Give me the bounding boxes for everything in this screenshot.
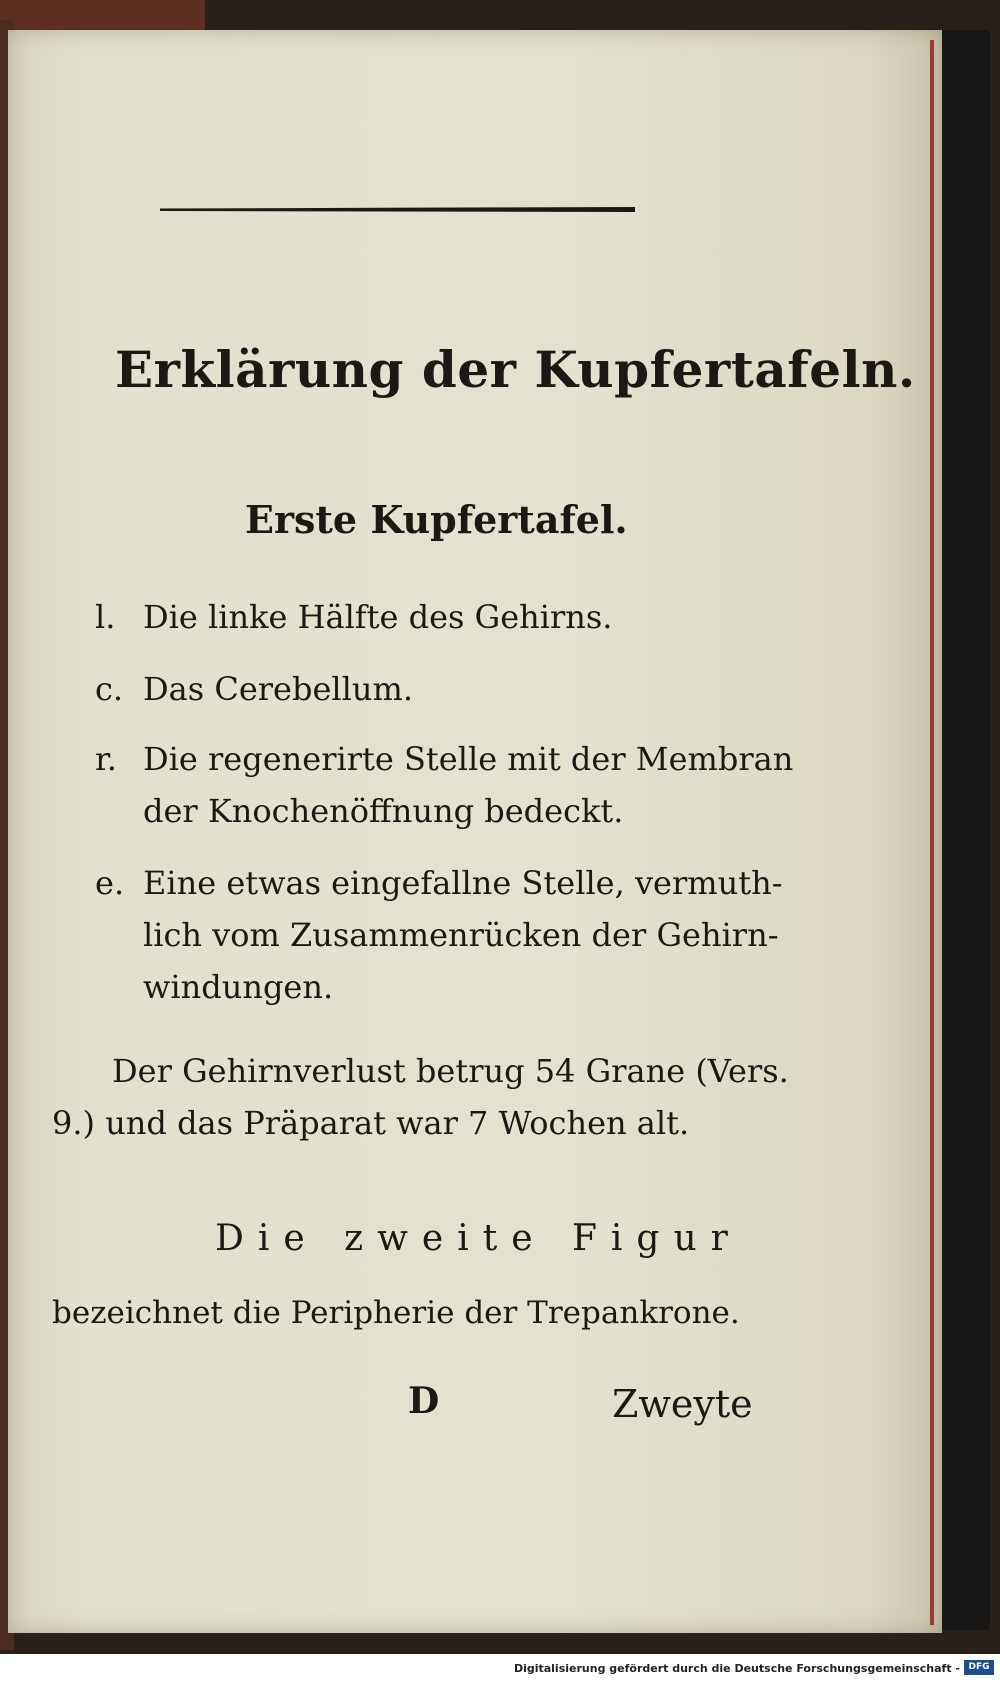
legend-text-continued: der Knochenöffnung bedeckt. [143, 792, 624, 830]
legend-text-continued: lich vom Zusammenrücken der Gehirn- [143, 916, 779, 954]
show-through-decor [150, 140, 600, 178]
binding-top-edge [0, 0, 205, 30]
legend-text: Das Cerebellum. [143, 670, 413, 708]
footer-bar [0, 1654, 1000, 1683]
legend-entry [95, 864, 783, 902]
legend-text-continued: windungen. [143, 968, 334, 1006]
paragraph-line: Der Gehirnverlust betrug 54 Grane (Vers. [112, 1052, 789, 1090]
legend-text: Die linke Hälfte des Gehirns. [143, 598, 613, 636]
page-title: Erklärung der Kupfertafeln. [115, 340, 916, 399]
legend-entry [95, 740, 793, 778]
footer-credit: Digitalisierung gefördert durch die Deutsche Forschungsgemeinschaft - [513, 1662, 960, 1675]
paragraph-line: 9.) und das Präparat war 7 Wochen alt. [52, 1104, 690, 1142]
legend-key: r. [95, 740, 117, 778]
catchword: Zweyte [612, 1382, 753, 1426]
plate-subtitle: Erste Kupfertafel. [245, 497, 628, 542]
legend-key: c. [95, 670, 124, 708]
figure-heading: Die zweite Figur [215, 1218, 742, 1259]
legend-text: Eine etwas eingefallne Stelle, vermuth- [143, 864, 783, 902]
book-page [8, 30, 942, 1633]
figure-description: bezeichnet die Peripherie der Trepankrone. [52, 1295, 740, 1331]
legend-text: Die regenerirte Stelle mit der Membran [143, 740, 794, 778]
legend-key: l. [95, 598, 116, 636]
page-red-edge [930, 40, 934, 1625]
legend-key: e. [95, 864, 125, 902]
legend-entry [95, 598, 612, 636]
signature-mark: D [408, 1380, 440, 1422]
legend-entry [95, 670, 413, 708]
dfg-logo: DFG [964, 1660, 994, 1675]
